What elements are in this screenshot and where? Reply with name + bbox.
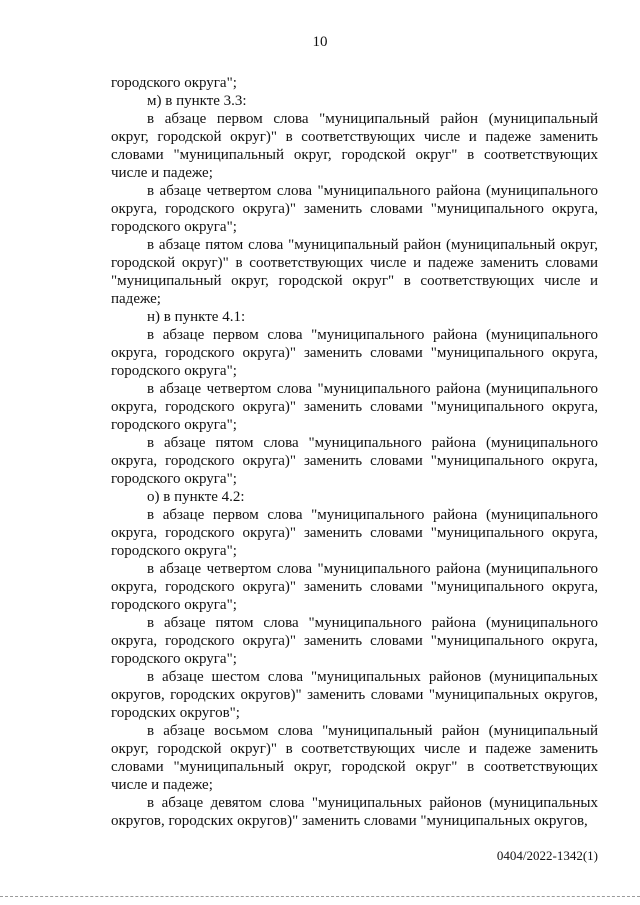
paragraph-3: в абзаце первом слова "муниципальный район (муниципальный округ, городской округ)" в соответствующих числе и падеже заменить словами "муниципальный округ, городской округ" в соответствующих числе и падеже; xyxy=(111,111,598,181)
scan-edge-line xyxy=(0,896,640,897)
paragraph-5: в абзаце пятом слова "муниципальный район (муниципальный округ, городской округ)" в соответствующих числе и падеже заменить словами "муниципальный округ, городской округ" в соответствующих числе и падеже; xyxy=(111,237,598,307)
paragraph-4: в абзаце четвертом слова "муниципального района (муниципального округа, городского округа)" заменить словами "муниципального округа, городского округа"; xyxy=(111,183,598,235)
paragraph-16: в абзаце девятом слова "муниципальных районов (муниципальных округов, городских округов)" заменить словами "муниципальных округов, xyxy=(111,795,598,829)
paragraph-11: в абзаце первом слова "муниципального района (муниципального округа, городского округа)" заменить словами "муниципального округа, городского округа"; xyxy=(111,507,598,559)
paragraph-12: в абзаце четвертом слова "муниципального района (муниципального округа, городского округа)" заменить словами "муниципального округа, городского округа"; xyxy=(111,561,598,613)
paragraph-6: н) в пункте 4.1: xyxy=(147,309,246,325)
footer-code: 0404/2022-1342(1) xyxy=(496,848,598,863)
paragraph-14: в абзаце шестом слова "муниципальных районов (муниципальных округов, городских округов)" заменить словами "муниципальных округов, городских округов"; xyxy=(111,669,598,721)
paragraph-15: в абзаце восьмом слова "муниципальный район (муниципальный округ, городской округ)" в соответствующих числе и падеже заменить словами "муниципальный округ, городской округ" в соответствующих числе и падеже; xyxy=(111,723,598,793)
paragraph-10: о) в пункте 4.2: xyxy=(147,489,245,505)
paragraph-2: м) в пункте 3.3: xyxy=(147,93,247,109)
paragraph-13: в абзаце пятом слова "муниципального района (муниципального округа, городского округа)" заменить словами "муниципального округа, городского округа"; xyxy=(111,615,598,667)
paragraph-1: городского округа"; xyxy=(111,75,237,91)
paragraph-8: в абзаце четвертом слова "муниципального района (муниципального округа, городского округа)" заменить словами "муниципального округа, городского округа"; xyxy=(111,381,598,433)
paragraph-7: в абзаце первом слова "муниципального района (муниципального округа, городского округа)" заменить словами "муниципального округа, городского округа"; xyxy=(111,327,598,379)
paragraph-9: в абзаце пятом слова "муниципального района (муниципального округа, городского округа)" заменить словами "муниципального округа, городского округа"; xyxy=(111,435,598,487)
document-body xyxy=(111,74,598,830)
page-number: 10 xyxy=(312,34,328,50)
